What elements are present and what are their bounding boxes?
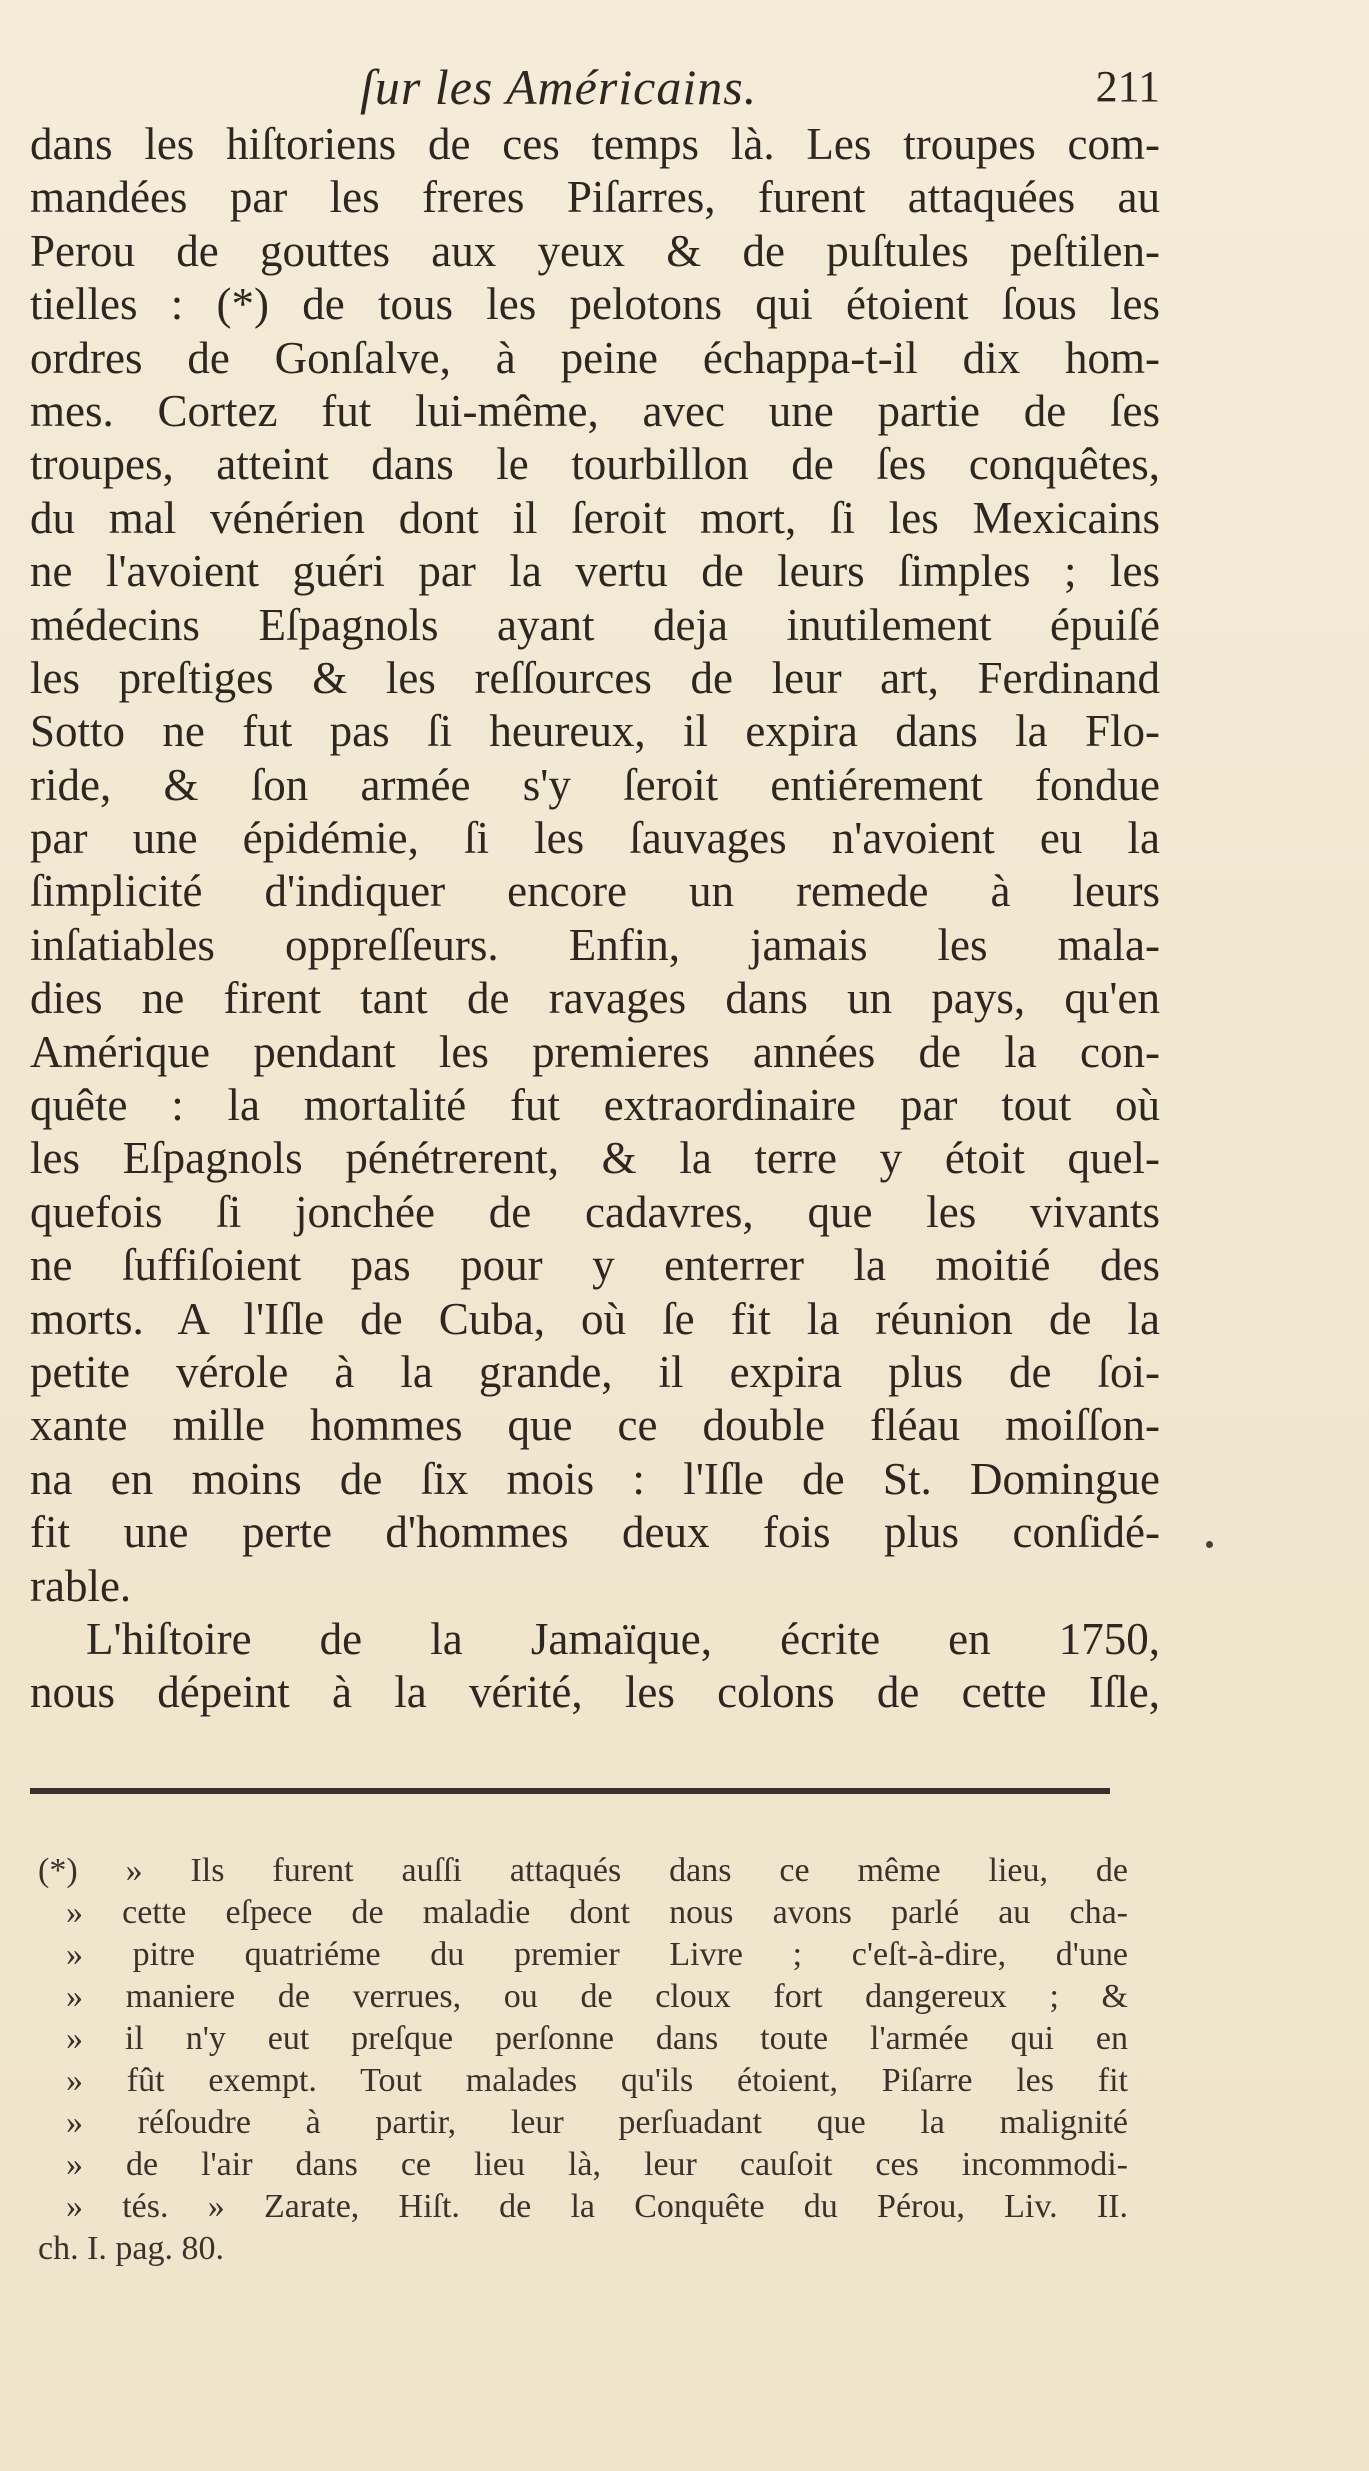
body-line: dies ne firent tant de ravages dans un pays, qu'en [30,973,1160,1024]
page-header [30,52,1160,122]
body-line: ride, & ſon armée s'y ſeroit entiérement fondue [30,759,1160,810]
body-line: ordres de Gonſalve, à peine échappa-t-il dix hom- [30,332,1160,383]
footnote-line: » il n'y eut preſque perſonne dans toute l'armée qui en [66,2020,1128,2057]
body-line: les preſtiges & les reſſources de leur art, Ferdinand [30,652,1160,703]
body-line: na en moins de ſix mois : l'Iſle de St. Domingue [30,1453,1160,1504]
page-number: 211 [1095,62,1160,111]
body-line: troupes, atteint dans le tourbillon de ſes conquêtes, [30,439,1160,490]
body-line: morts. A l'Iſle de Cuba, où ſe fit la réunion de la [30,1293,1160,1344]
body-line: mes. Cortez fut lui-même, avec une partie de ſes [30,385,1160,436]
body-line: ne ſuffiſoient pas pour y enterrer la moitié des [30,1240,1160,1291]
body-line: petite vérole à la grande, il expira plus de ſoi- [30,1346,1160,1397]
footnote-line: » tés. » Zarate, Hiſt. de la Conquête du Pérou, Liv. II. [66,2188,1128,2225]
body-line: par une épidémie, ſi les ſauvages n'avoient eu la [30,813,1160,864]
margin-dot [1206,1541,1213,1548]
body-line: inſatiables oppreſſeurs. Enfin, jamais les mala- [30,919,1160,970]
body-text [30,118,1160,1720]
footnote-line: » réſoudre à partir, leur perſuadant que la malignité [66,2104,1128,2141]
body-line: rable. [30,1560,132,1611]
running-title: ſur les Américains. [360,59,758,115]
footnote-rule [30,1788,1110,1794]
footnote-line: » de l'air dans ce lieu là, leur cauſoit ces incommodi- [66,2146,1128,2183]
body-line: dans les hiſtoriens de ces temps là. Les troupes com- [30,119,1160,169]
body-line: ſimplicité d'indiquer encore un remede à leurs [30,866,1160,917]
body-line: fit une perte d'hommes deux fois plus conſidé- [30,1507,1160,1558]
footnote-line: » pitre quatriéme du premier Livre ; c'eſt-à-dire, d'une [66,1936,1128,1973]
footnote-line: » maniere de verrues, ou de cloux fort dangereux ; & [66,1978,1128,2015]
body-line: Sotto ne fut pas ſi heureux, il expira dans la Flo- [30,706,1160,757]
body-line: quête : la mortalité fut extraordinaire par tout où [30,1080,1160,1131]
body-line: ne l'avoient guéri par la vertu de leurs ſimples ; les [30,546,1160,597]
body-line: médecins Eſpagnols ayant deja inutilement épuiſé [30,599,1160,650]
body-line: L'hiſtoire de la Jamaïque, écrite en 1750, [86,1613,1160,1664]
body-line: mandées par les freres Piſarres, furent attaquées au [30,172,1160,223]
body-line: quefois ſi jonchée de cadavres, que les vivants [30,1186,1160,1237]
footnote-line: ch. I. pag. 80. [38,2230,225,2267]
footnote-line: (*) » Ils furent auſſi attaqués dans ce même lieu, de [38,1852,1128,1889]
body-line: nous dépeint à la vérité, les colons de cette Iſle, [30,1667,1160,1718]
body-line: Perou de gouttes aux yeux & de puſtules peſtilen- [30,225,1160,276]
body-line: xante mille hommes que ce double fléau moiſſon- [30,1400,1160,1451]
body-line: tielles : (*) de tous les pelotons qui étoient ſous les [30,279,1160,330]
body-line: les Eſpagnols pénétrerent, & la terre y étoit quel- [30,1133,1160,1184]
body-line: Amérique pendant les premieres années de la con- [30,1026,1160,1077]
footnote [38,1850,1128,2270]
footnote-line: » cette eſpece de maladie dont nous avons parlé au cha- [66,1894,1128,1931]
body-line: du mal vénérien dont il ſeroit mort, ſi les Mexicains [30,492,1160,543]
footnote-line: » fût exempt. Tout malades qu'ils étoient, Piſarre les fit [66,2062,1128,2099]
